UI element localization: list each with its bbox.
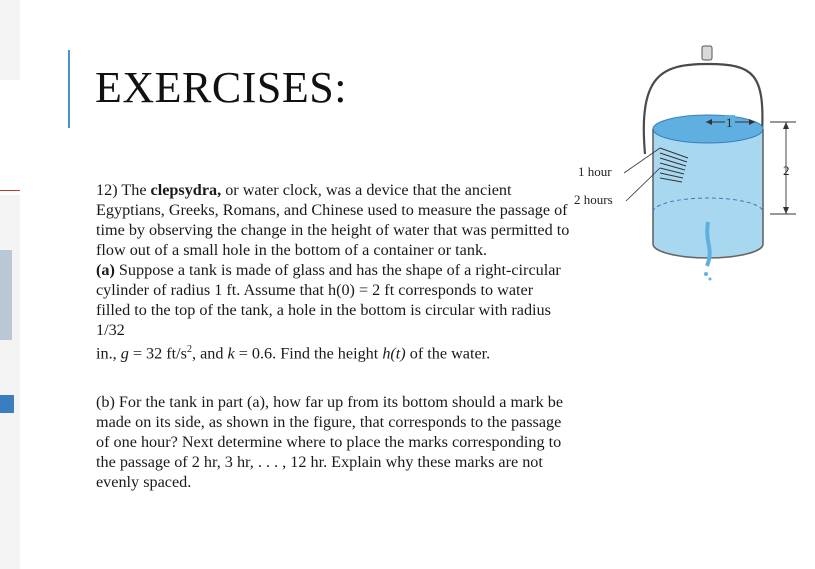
g-variable: g — [120, 344, 129, 363]
height-arrow-bottom — [783, 207, 789, 214]
adjacent-window-peek — [0, 0, 20, 569]
term-clepsydra: clepsydra, — [150, 181, 222, 199]
clepsydra-figure — [560, 34, 810, 284]
label-one-hour: 1 hour — [578, 164, 612, 179]
k-variable: k — [227, 344, 235, 363]
radius-label: 1 — [726, 115, 733, 130]
adjacent-window-strip — [0, 0, 20, 569]
slide-title: EXERCISES: — [95, 63, 347, 112]
height-function: h(t) — [382, 344, 406, 363]
water-outflow — [707, 222, 710, 266]
water-surface — [653, 115, 763, 143]
height-label: 2 — [783, 163, 790, 178]
handle-knob — [702, 46, 712, 60]
problem-number: 12) — [96, 181, 118, 199]
problem-part-a-paragraph: 12) The clepsydra, or water clock, was a device that the ancient Egyptians, Greeks, Romans, and Chinese used to measure the passage of time by observing the change in the height of water that was permitted to flow out of a small hole in the bottom of a container or tank. (a) Suppose a tank is made of glass and has the shape of a right-circular cylinder of radius 1 ft. Assume that h(0) = 2 ft corresponds to water filled to the top of the tank, a hole in the bottom is circular with radius 1/32 in., g = 32 $ft/s^2$, and k = 0.6. Find the height h(t) of the water. — [96, 181, 570, 363]
g-exponent: 2 — [186, 344, 192, 355]
k-lead: , and — [191, 344, 228, 363]
g-value: = 32 ft/s — [128, 344, 187, 363]
part-a-text: Suppose a tank is made of glass and has the shape of a right-circular cylinder of radius 1 ft. Assume that h(0) = 2 ft corresponds to water filled to the top of the tank, a hole in the bottom is circular with radius 1/32 — [96, 261, 561, 339]
problem-intro: or water clock, was a device that the ancient Egyptians, Greeks, Romans, and Chinese used to measure the passage of time by observing the change in the height of water that was permitted to flow out of a small hole in the bottom of a container or tank. — [96, 181, 570, 259]
water-drop — [709, 278, 712, 281]
part-a-units: in., — [96, 344, 121, 363]
part-a-end: of the water. — [405, 344, 491, 363]
problem-part-b-paragraph: (b) For the tank in part (a), how far up from its bottom should a mark be made on its side, as shown in the figure, that corresponds to the passage of one hour? Next determine where to place the marks corresponding to the passage of 2 hr, 3 hr, . . . , 12 hr. Explain why these marks are not evenly spaced. — [96, 393, 564, 491]
k-value: = 0.6. Find the height — [234, 344, 383, 363]
label-two-hours: 2 hours — [574, 192, 613, 207]
height-arrow-top — [783, 122, 789, 129]
part-a-label: (a) — [96, 261, 115, 279]
water-drop — [704, 272, 708, 276]
title-accent-bar — [68, 50, 70, 128]
